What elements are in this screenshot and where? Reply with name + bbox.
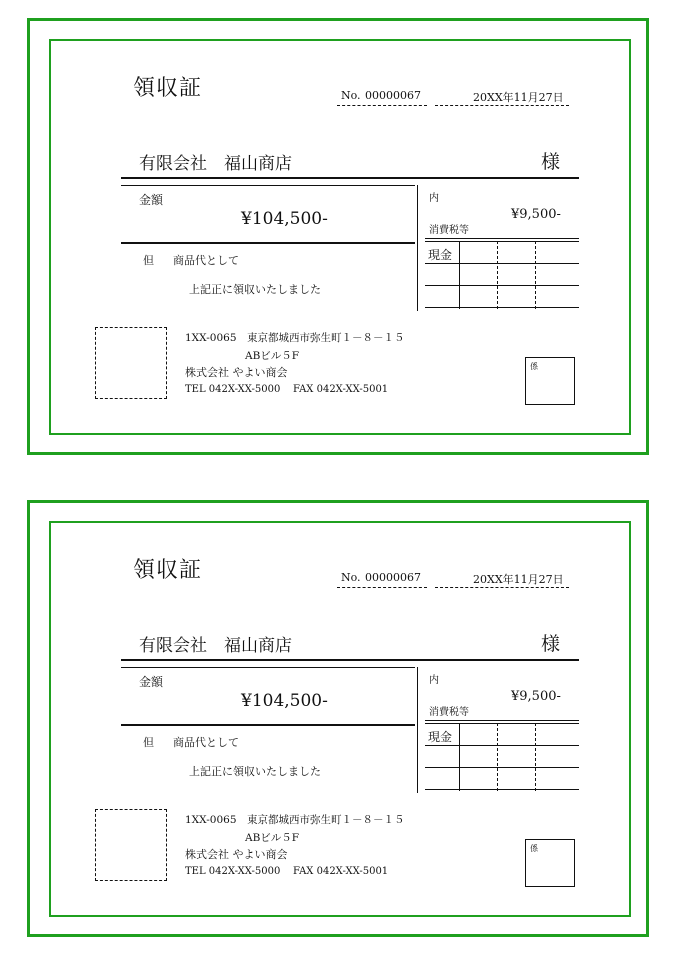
issuer-company: 株式会社 やよい商会 [185, 848, 288, 861]
breakdown-double-line-bottom [425, 723, 579, 724]
payment-grid-row-line [425, 285, 579, 286]
customer-underline [121, 177, 579, 179]
receipt-date: 20XX年11月27日 [473, 91, 564, 104]
amount-value: ¥104,500- [241, 691, 328, 711]
customer-name: 有限会社 福山商店 [139, 154, 292, 174]
receipt-date-underline [435, 105, 569, 106]
clerk-label: 係 [530, 362, 538, 371]
cash-label: 現金 [428, 248, 453, 262]
receipt-date-underline [435, 587, 569, 588]
amount-top-line [121, 667, 415, 668]
breakdown-label: 内 [429, 193, 439, 204]
breakdown-double-line-top [425, 720, 579, 721]
issuer-address-line1: 1XX-0065 東京都城西市弥生町１－８－１５ [185, 332, 405, 344]
payment-grid-row-line [425, 745, 579, 746]
amount-top-line [121, 185, 415, 186]
receipt-number: 00000067 [365, 89, 421, 102]
seal-stamp-box [95, 327, 167, 399]
clerk-box [525, 357, 575, 405]
tadashi-text: 商品代として [173, 254, 239, 267]
breakdown-divider [417, 185, 418, 311]
issuer-address-line1: 1XX-0065 東京都城西市弥生町１－８－１５ [185, 814, 405, 826]
issuer-company: 株式会社 やよい商会 [185, 366, 288, 379]
receipt-inner-frame [49, 39, 631, 435]
payment-grid-column-line [459, 241, 460, 309]
receipt-number-label: No. [341, 571, 361, 584]
payment-grid-column-line [459, 723, 460, 791]
amount-value: ¥104,500- [241, 209, 328, 229]
amount-label: 金額 [139, 675, 164, 689]
issuer-address-line2: ABビル５F [245, 832, 300, 844]
receipt-number-underline [337, 587, 427, 588]
payment-grid-dashed-line [535, 723, 536, 791]
receipt-2 [27, 500, 649, 937]
amount-underline [121, 724, 415, 726]
payment-grid-dashed-line [497, 723, 498, 791]
tax-label: 消費税等 [429, 225, 469, 236]
receipt-title: 領収証 [133, 76, 203, 101]
received-statement: 上記正に領収いたしました [189, 283, 321, 296]
breakdown-label: 内 [429, 675, 439, 686]
payment-grid-dashed-line [497, 241, 498, 309]
payment-grid-row-line [425, 263, 579, 264]
receipt-date: 20XX年11月27日 [473, 573, 564, 586]
receipt-title: 領収証 [133, 558, 203, 583]
amount-underline [121, 242, 415, 244]
payment-grid-row-line [425, 307, 579, 308]
breakdown-double-line-top [425, 238, 579, 239]
receipt-number-underline [337, 105, 427, 106]
breakdown-divider [417, 667, 418, 793]
amount-label: 金額 [139, 193, 164, 207]
issuer-address-line2: ABビル５F [245, 350, 300, 362]
issuer-fax: FAX 042X-XX-5001 [293, 866, 389, 877]
clerk-label: 係 [530, 844, 538, 853]
tax-value: ¥9,500- [511, 207, 561, 222]
customer-underline [121, 659, 579, 661]
issuer-tel: TEL 042X-XX-5000 [185, 866, 281, 877]
breakdown-double-line-bottom [425, 241, 579, 242]
honorific: 様 [541, 633, 561, 655]
seal-stamp-box [95, 809, 167, 881]
issuer-tel: TEL 042X-XX-5000 [185, 384, 281, 395]
payment-grid-row-line [425, 789, 579, 790]
tadashi-label: 但 [143, 254, 154, 267]
tadashi-text: 商品代として [173, 736, 239, 749]
issuer-fax: FAX 042X-XX-5001 [293, 384, 389, 395]
tax-value: ¥9,500- [511, 689, 561, 704]
received-statement: 上記正に領収いたしました [189, 765, 321, 778]
customer-name: 有限会社 福山商店 [139, 636, 292, 656]
receipt-1 [27, 18, 649, 455]
payment-grid-dashed-line [535, 241, 536, 309]
payment-grid-row-line [425, 767, 579, 768]
receipt-number: 00000067 [365, 571, 421, 584]
cash-label: 現金 [428, 730, 453, 744]
receipt-number-label: No. [341, 89, 361, 102]
honorific: 様 [541, 151, 561, 173]
tax-label: 消費税等 [429, 707, 469, 718]
tadashi-label: 但 [143, 736, 154, 749]
clerk-box [525, 839, 575, 887]
receipt-inner-frame [49, 521, 631, 917]
